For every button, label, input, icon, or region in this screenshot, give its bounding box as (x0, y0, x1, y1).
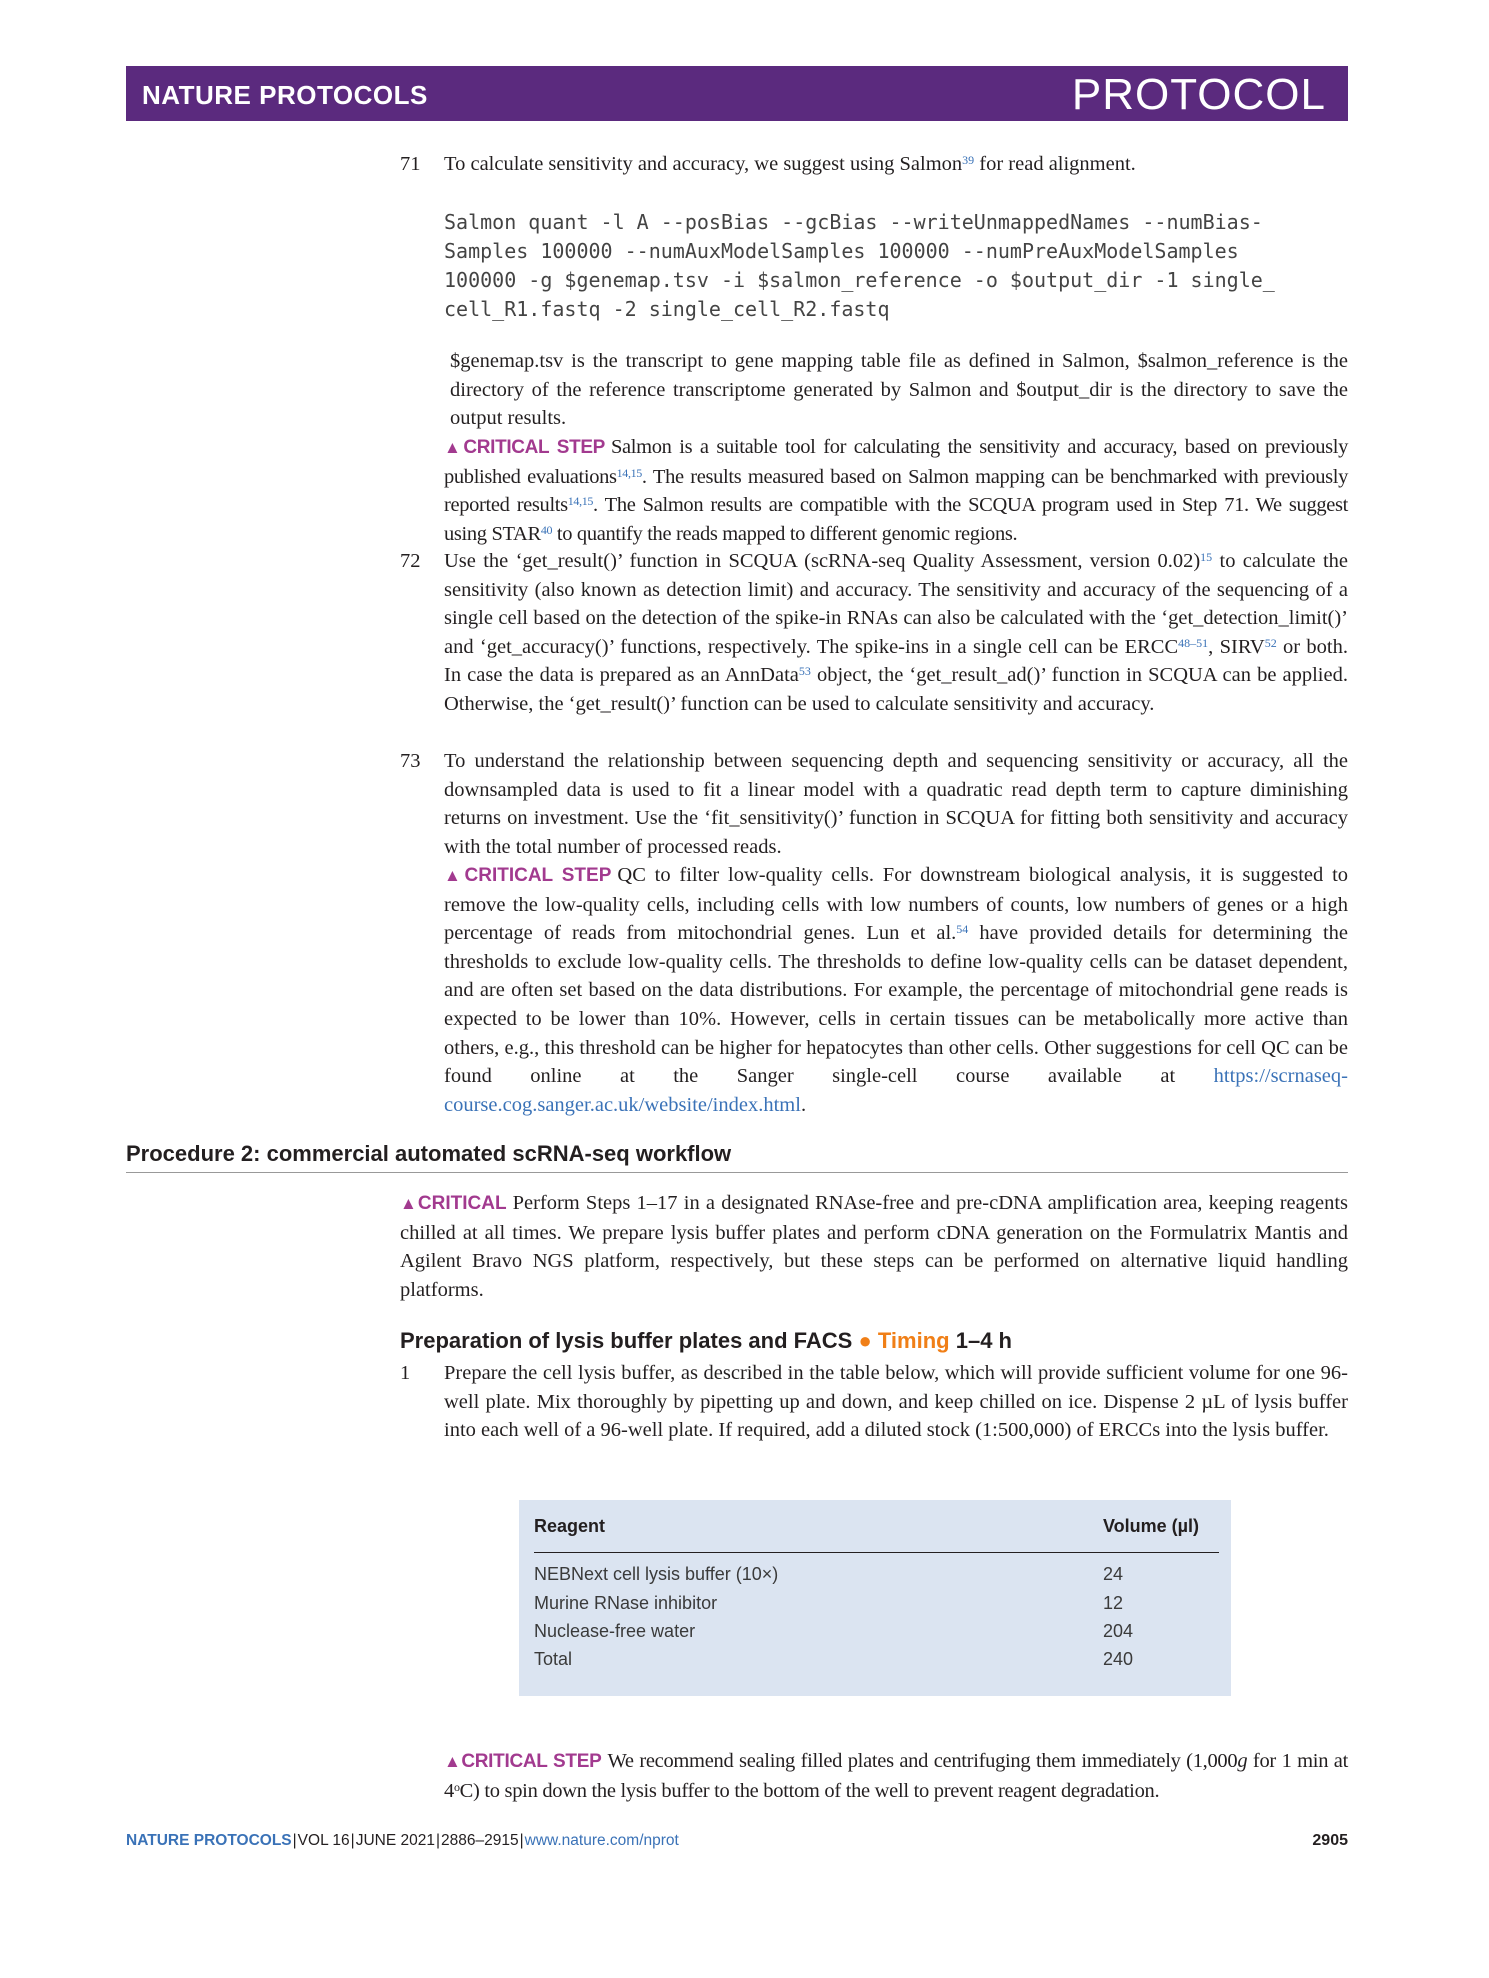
citation[interactable]: 48–51 (1178, 635, 1209, 650)
table-cell-reagent: Nuclease-free water (534, 1621, 696, 1641)
step-number-73: 73 (400, 750, 421, 772)
journal-name: NATURE PROTOCOLS (142, 80, 428, 110)
timing-dot-icon: ● (858, 1328, 872, 1353)
critical-step-label: ▲CRITICAL STEP (444, 1751, 602, 1772)
critical-label: ▲CRITICAL (400, 1193, 507, 1214)
table-cell-volume: 12 (1103, 1593, 1124, 1613)
header-banner (126, 66, 1348, 121)
table-cell-reagent: Murine RNase inhibitor (534, 1593, 718, 1613)
table-cell-volume: 240 (1103, 1649, 1134, 1669)
article-type: PROTOCOL (1071, 70, 1326, 119)
triangle-icon: ▲ (444, 438, 464, 457)
section-subheading: Preparation of lysis buffer plates and FACS ● Timing 1–4 h (400, 1328, 1012, 1353)
triangle-icon: ▲ (444, 1752, 462, 1771)
table-header-reagent: Reagent (534, 1516, 606, 1536)
salmon-command-code (444, 208, 1348, 324)
step-72-text: Use the ‘get_result()’ function in SCQUA (scRNA-seq Quality Assessment, version 0.02)$^{15}$ to calculate the sensitivity (also known as detection limit) and accuracy. The sensitivity and accuracy of the sequencing of a single cell based on the detection of the spike-in RNAs can also be calculated with the ‘get_detection_limit()’ and ‘get_accuracy()’ functions, respectively. The spike-ins in a single cell can be ERCC$^{48-51}$, SIRV$^{52}$ or both. In case the data is prepared as an AnnData$^{53}$ object, the ‘get_result_ad()’ function in SCQUA can be applied. Otherwise, the ‘get_result()’ function can be used to calculate sensitivity and accuracy. (444, 550, 1348, 715)
table-cell-reagent: Total (534, 1649, 573, 1669)
step-1-critical: ▲CRITICAL STEP We recommend sealing filled plates and centrifuging them immediately (1,000g for 1 min at 4$^o$C) to spin down the lysis buffer to the bottom of the well to prevent reagent degradation. (444, 1750, 1348, 1802)
table-header-volume: Volume (µl) (1103, 1516, 1200, 1536)
page-footer: NATURE PROTOCOLS|VOL 16|JUNE 2021|2886–2915|www.nature.com/nprot (126, 1832, 679, 1849)
page-number: 2905 (1312, 1832, 1348, 1849)
table-header-rule (534, 1552, 1219, 1553)
citation[interactable]: 54 (956, 922, 969, 937)
journal-url-link[interactable]: www.nature.com/nprot (524, 1832, 679, 1849)
citation[interactable]: 15 (1200, 550, 1213, 564)
citation[interactable]: 53 (798, 664, 811, 679)
critical-step-label: ▲CRITICAL STEP (444, 865, 612, 886)
procedure-2-heading: Procedure 2: commercial automated scRNA-seq workflow (126, 1140, 1348, 1173)
code-line: cell_R1.fastq -2 single_cell_R2.fastq (444, 297, 890, 321)
table-cell-reagent: NEBNext cell lysis buffer (10×) (534, 1564, 779, 1584)
step-73-critical: ▲CRITICAL STEP QC to filter low-quality cells. For downstream biological analysis, it is suggested to remove the low-quality cells, including cells with low numbers of counts, low numbers of genes or a high percentage of reads from mitochondrial genes. Lun et al.$^{54}$ have provided details for determining the thresholds to exclude low-quality cells. The thresholds to define low-quality cells can be dataset dependent, and are often set based on the data distributions. For example, the percentage of mitochondrial gene reads is expected to be lower than 10%. However, cells in certain tissues can be metabolically more active than others, e.g., this threshold can be higher for hepatocytes than other cells. Other suggestions for cell QC can be found online at the Sanger single-cell course available at https://scrnaseq-course.cog.sanger.ac.uk/website/index.html. (444, 864, 1349, 1116)
lysis-buffer-table (519, 1500, 1231, 1696)
citation[interactable]: 14,15 (616, 465, 642, 480)
procedure-2-critical: ▲CRITICAL Perform Steps 1–17 in a designated RNAse-free and pre-cDNA amplification area, keeping reagents chilled at all times. We prepare lysis buffer plates and perform cDNA generation on the Formulatrix Mantis and Agilent Bravo NGS platform, respectively, but these steps can be performed on alternative liquid handling platforms. (400, 1192, 1349, 1301)
critical-step-label: ▲CRITICAL STEP (444, 437, 605, 458)
triangle-icon: ▲ (400, 1194, 418, 1213)
step-number-72: 72 (400, 550, 421, 572)
citation[interactable]: 39 (962, 153, 975, 167)
table-cell-volume: 24 (1103, 1564, 1124, 1584)
citation[interactable]: 40 (540, 522, 553, 537)
citation[interactable]: 14,15 (567, 494, 594, 509)
step-73-text: To understand the relationship between sequencing depth and sequencing sensitivity or accuracy, all the downsampled data is used to fit a linear model with a quadratic read depth term to capture diminishing returns on investment. Use the ‘fit_sensitivity()’ function in SCQUA for fitting both sensitivity and accuracy with the total number of processed reads. (444, 750, 1348, 858)
sanger-course-link[interactable]: https://scrnaseq-course.cog.sanger.ac.uk/website/index.html (444, 1065, 1348, 1116)
triangle-icon: ▲ (444, 866, 465, 885)
table-cell-volume: 204 (1103, 1621, 1134, 1641)
code-line: Salmon quant -l A --posBias --gcBias --writeUnmappedNames --numBias- (444, 210, 1263, 234)
code-line: Samples 100000 --numAuxModelSamples 100000 --numPreAuxModelSamples (444, 239, 1239, 263)
step-71-text: To calculate sensitivity and accuracy, we suggest using Salmon$^{39}$ for read alignment. (444, 153, 1136, 175)
step-number-1: 1 (400, 1362, 411, 1384)
step-71-critical: ▲CRITICAL STEP Salmon is a suitable tool for calculating the sensitivity and accuracy, based on previously published evaluations$^{14,15}$. The results measured based on Salmon mapping can be benchmarked with previously reported results$^{14,15}$. The Salmon results are compatible with the SCQUA program used in Step 71. We suggest using STAR$^{40}$ to quantify the reads mapped to different genomic regions. (444, 436, 1349, 545)
step-number-71: 71 (400, 153, 421, 175)
step-71-explanation: $genemap.tsv is the transcript to gene mapping table file as defined in Salmon, $salmon_reference is the directory of the reference transcriptome generated by Salmon and $output_dir is the directory to save the output results. (450, 350, 1348, 430)
code-line: 100000 -g $genemap.tsv -i $salmon_reference -o $output_dir -1 single_ (444, 268, 1275, 292)
citation[interactable]: 52 (1264, 635, 1277, 650)
step-1-text: Prepare the cell lysis buffer, as described in the table below, which will provide sufficient volume for one 96-well plate. Mix thoroughly by pipetting up and down, and keep chilled on ice. Dispense 2 µL of lysis buffer into each well of a 96-well plate. If required, add a diluted stock (1:500,000) of ERCCs into the lysis buffer. (444, 1362, 1348, 1442)
